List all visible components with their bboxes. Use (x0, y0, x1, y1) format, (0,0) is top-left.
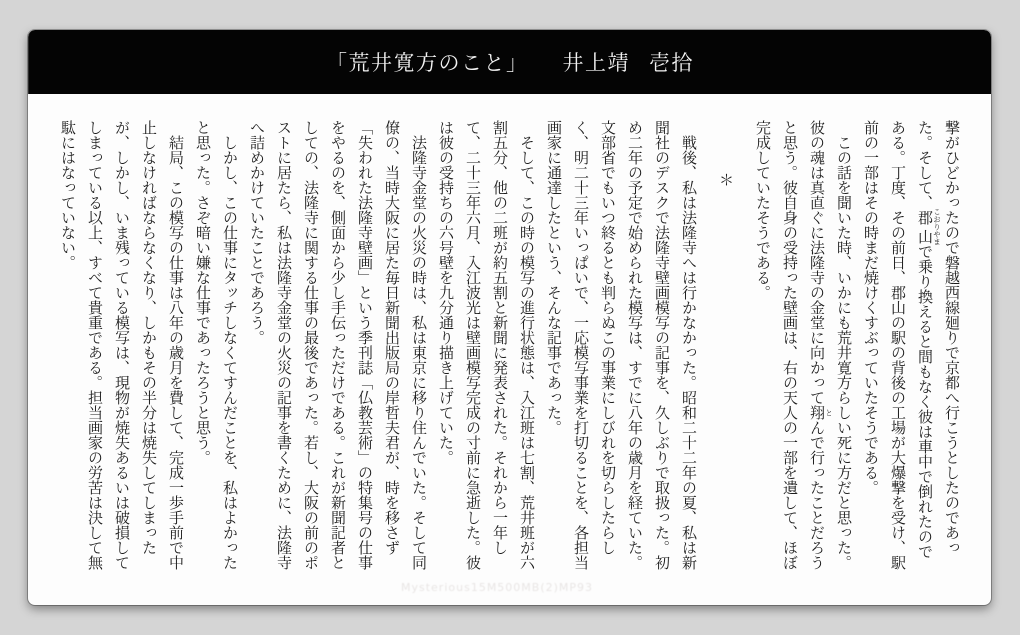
watermark: Mysterious15M500MB(2)MP93 (401, 581, 594, 594)
paragraph: 結局、この模写の仕事は八年の歳月を費して、完成一歩手前で中止しなければならなくなり、しかもその半分は焼失してしまったが、しかし、いま残っている模写は、現物が焼失あるいは破損してしまっている以上、すべて貴重である。担当画家の労苦は決して無駄にはなっていない。 (59, 120, 185, 570)
volume-number: 壱拾 (649, 51, 694, 75)
page-title: 「荒井寛方のこと」 (326, 51, 529, 75)
paragraph: 法隆寺金堂の火災の時は、私は東京に移り住んでいた。そして同僚の、当時大阪に居た毎日新聞出版局の岸哲夫君が、時を移さず「失われた法隆寺壁画」という季刊誌「仏教芸術」の特集号の仕事をやるのを、側面から少し手伝っただけである。これが新聞記者としての、法隆寺に関する仕事の最後であった。若し、大阪の前のポストに居たら、私は法隆寺金堂の火災の記事を書くために、法隆寺へ詰めかけていたことであろう。 (248, 120, 428, 570)
document-card (28, 30, 991, 605)
paragraph: この話を聞いた時、いかにも荒井寛方らしい死に方だと思った。彼の魂は真直ぐに法隆寺の金堂に向かって翔とんで行ったことだろうと思う。彼自身の受持った壁画は、右の天人の一部を遺して、ほぼ完成していたそうである。 (754, 120, 853, 570)
paragraph: しかし、この仕事にタッチしなくてすんだことを、私はよかったと思った。さぞ暗い嫌な仕事であったろうと思う。 (194, 120, 239, 570)
author-name: 井上靖 (562, 51, 630, 75)
paragraph: そして、この時の模写の進行状態は、入江班は七割、荒井班が六割五分、他の二班が約五割と新聞に発表された。それから一年して、二十三年六月、入江波光は壁画模写完成の寸前に急逝した。彼は彼の受持ちの六号壁を九分通り描き上げていた。 (437, 120, 536, 570)
paragraph: 撃がひどかったので磐越西線廻りで京都へ行こうとしたのであった。そして、郡山こおりやまで乗り換えると間もなく彼は車中で倒れたのである。丁度、その前日、郡山の駅の背後の工場が大爆撃を受け、駅前の一部はその時まだ焼けくすぶっていたそうである。 (862, 120, 961, 570)
article-body (54, 120, 965, 572)
ruby-annotated-word: 郡山こおりやま (916, 208, 942, 246)
ruby-annotated-word: 翔と (808, 405, 834, 420)
paragraph: 戦後、私は法隆寺へは行かなかった。昭和二十二年の夏、私は新聞社のデスクで法隆寺壁画模写の記事を、久しぶりで取扱った。初め二年の予定で始められた模写は、すでに八年の歳月を経ていた。文部省でもいつ終るとも判らぬこの事業にしびれを切らしたらしく、明二十三年いっぱいで、一応模写事業を打切ることを、各担当画家に通達したという、そんな記事であった。 (545, 120, 698, 570)
section-separator: ＊ (717, 172, 735, 187)
document-header (28, 30, 991, 94)
